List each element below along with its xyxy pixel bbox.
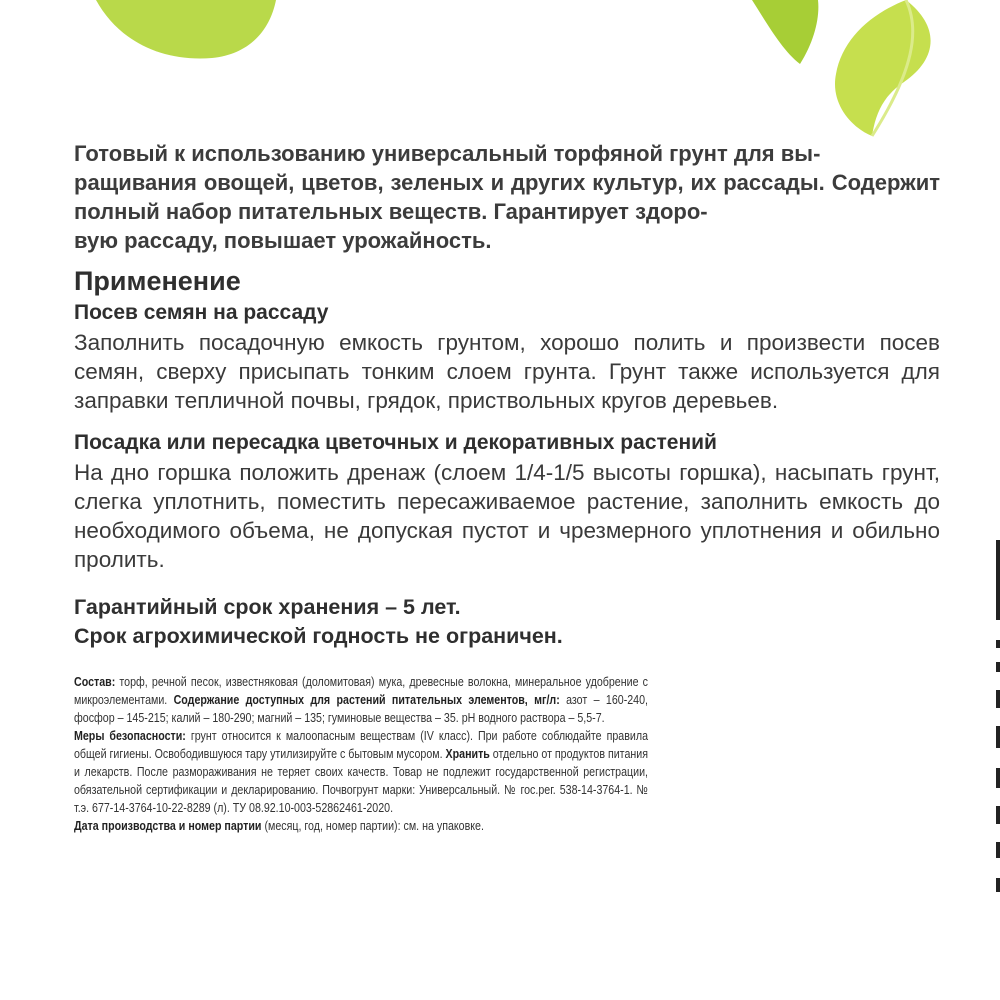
leaf-icon — [752, 0, 818, 64]
safety-label: Меры безопасности: — [74, 728, 186, 743]
sowing-text: Заполнить посадочную емкость грунтом, хорошо полить и произвести посев семян, сверху присыпать тонким слоем грунта. Грунт также используется для заправки тепличной почвы, грядок, приствольных кругов деревьев. — [74, 330, 940, 413]
nutrients-label: Содержание доступных для растений питательных элементов, мг/л: — [173, 692, 560, 707]
safety-text: грунт относится к малоопасным веществам (IV класс). При работе соблюдайте правила общей гигиены. Освободившуюся тару утилизируйте с бытовым мусором. — [74, 728, 648, 761]
production-label: Дата производства и номер партии — [74, 818, 262, 833]
intro-line-1b: ращивания овощей, цветов, зеленых и других культур, их рассады. — [74, 170, 825, 195]
composition-text: торф, речной песок, известняковая (доломитовая) мука, древесные волокна, минеральное удобрение с микроэлементами. — [74, 674, 649, 707]
intro-line-2a: Содержит полный набор питательных веществ. Гарантирует здоро- — [74, 170, 940, 224]
production-text: (месяц, год, номер партии): см. на упаковке. — [261, 818, 484, 833]
product-description — [74, 139, 940, 835]
leaf-icon — [96, 0, 276, 58]
composition — [74, 673, 648, 727]
storage-info — [74, 593, 940, 651]
planting-subheading: Посадка или пересадка цветочных и декоративных растений — [74, 431, 717, 454]
production — [74, 817, 648, 835]
nutrients-text: азот – 160-240, фосфор – 145-215; калий – 180-290; магний – 135; гуминовые вещества – 35. pH водного раствора – 5,5-7. — [74, 692, 648, 725]
composition-label: Состав: — [74, 674, 116, 689]
intro-line-2b: вую рассаду, повышает урожайность. — [74, 228, 492, 253]
safety — [74, 727, 648, 817]
application-heading: Применение — [74, 266, 241, 296]
leaves-decoration — [0, 0, 1000, 140]
right-edge-marks — [988, 0, 1000, 1000]
store-label: Хранить — [445, 746, 490, 761]
intro-line-1a: Готовый к использованию универсальный торфяной грунт для вы- — [74, 141, 821, 166]
intro-text — [74, 139, 940, 255]
store-text: отдельно от продуктов питания и лекарств. После размораживания не теряет своих качеств. Товар не подлежит государственной регистрации, обязательной сертификации и декларированию. Почвогрунт марки: Универсальный. № гос.рег. 538-14-3764-1. № т.э. 677-14-3764-10-22-8289 (л). ТУ 08.92.10-003-52862461-2020. — [74, 746, 648, 815]
shelf-life: Гарантийный срок хранения – 5 лет. — [74, 595, 461, 619]
planting-text: На дно горшка положить дренаж (слоем 1/4-1/5 высоты горшка), насыпать грунт, слегка уплотнить, поместить пересаживаемое растение, заполнить емкость до необходимого объема, не допуская пустот и чрезмерного уплотнения и обильно пролить. — [74, 460, 940, 572]
sowing-subheading: Посев семян на рассаду — [74, 301, 329, 324]
agrochemical-validity: Срок агрохимической годность не ограничен. — [74, 624, 563, 648]
fine-print — [74, 673, 648, 835]
